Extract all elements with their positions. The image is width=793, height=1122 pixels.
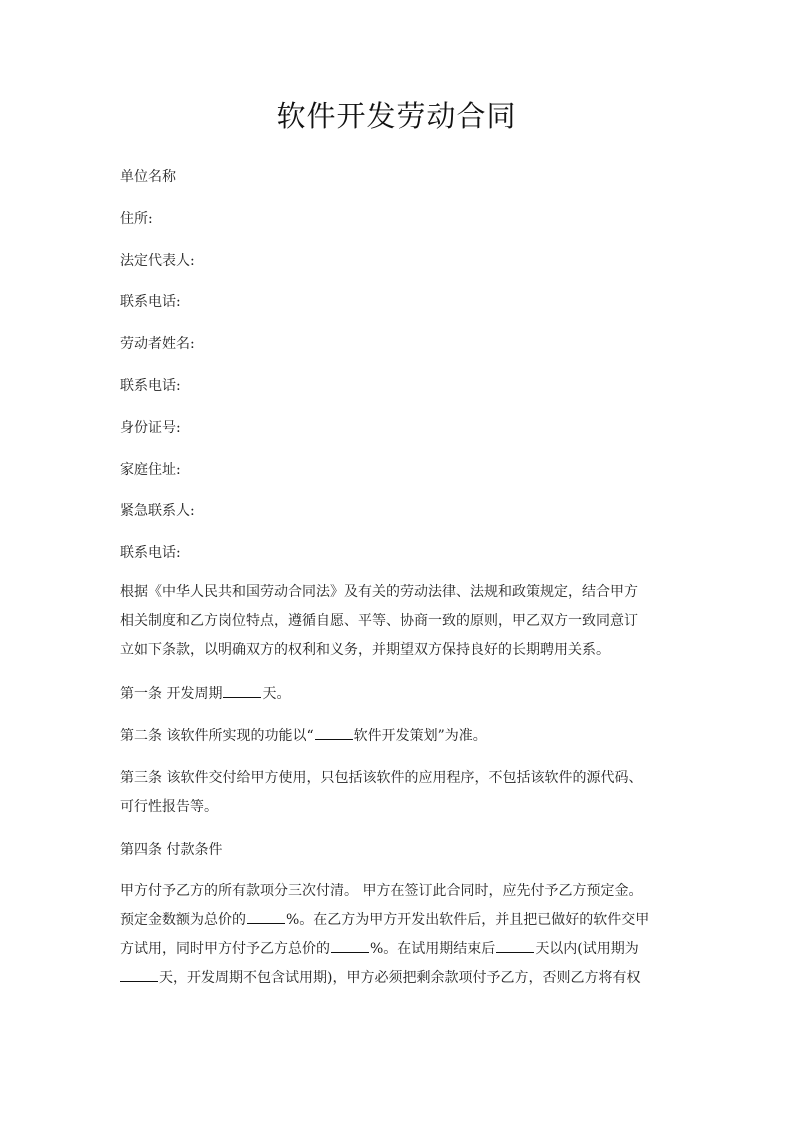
blank-deposit-percent[interactable] bbox=[247, 908, 285, 924]
field-address: 住所: bbox=[120, 211, 153, 227]
document-title: 软件开发劳动合同 bbox=[276, 99, 517, 133]
field-worker-phone: 联系电话: bbox=[120, 378, 181, 394]
article-4-body bbox=[120, 877, 682, 993]
field-emergency-phone: 联系电话: bbox=[120, 545, 181, 561]
blank-software-name[interactable] bbox=[315, 724, 353, 740]
article-1-suffix: 天。 bbox=[262, 686, 291, 702]
article-3-line: 第三条 该软件交付给甲方使用，只包括该软件的应用程序，不包括该软件的源代码、 bbox=[120, 770, 643, 786]
article-4-text: %。在乙方为甲方开发出软件后，并且把已做好的软件交甲 bbox=[286, 912, 650, 928]
field-id-number: 身份证号: bbox=[120, 420, 181, 436]
blank-trial-period-days[interactable] bbox=[120, 966, 158, 982]
field-company-name: 单位名称 bbox=[120, 169, 176, 185]
article-4-line: 甲方付予乙方的所有款项分三次付清。 甲方在签订此合同时，应先付予乙方预定金。 bbox=[120, 883, 643, 899]
blank-days-after-trial[interactable] bbox=[496, 937, 534, 953]
article-4-heading bbox=[120, 836, 682, 865]
article-1-text: 第一条 开发周期 bbox=[120, 686, 223, 702]
article-4-text: 天，开发周期不包含试用期)，甲方必须把剩余款项付予乙方，否则乙方将有权 bbox=[159, 970, 641, 986]
article-4-title: 第四条 付款条件 bbox=[120, 842, 223, 858]
preamble-line: 立如下条款，以明确双方的权利和义务，并期望双方保持良好的长期聘用关系。 bbox=[120, 642, 610, 658]
field-worker-name: 劳动者姓名: bbox=[120, 336, 195, 352]
preamble-line: 相关制度和乙方岗位特点，遵循自愿、平等、协商一致的原则，甲乙双方一致同意订 bbox=[120, 613, 638, 629]
preamble-paragraph bbox=[120, 578, 682, 665]
field-home-address: 家庭住址: bbox=[120, 462, 181, 478]
field-legal-representative: 法定代表人: bbox=[120, 253, 195, 269]
blank-development-days[interactable] bbox=[223, 682, 261, 698]
field-company-phone: 联系电话: bbox=[120, 294, 181, 310]
article-3 bbox=[120, 764, 682, 822]
article-4-text: 预定金数额为总价的 bbox=[120, 912, 246, 928]
article-2-text: 第二条 该软件所实现的功能以“ bbox=[120, 728, 314, 744]
article-2-suffix: 软件开发策划”为准。 bbox=[353, 728, 487, 744]
blank-trial-payment-percent[interactable] bbox=[331, 937, 369, 953]
article-1 bbox=[120, 680, 682, 709]
article-4-text: 天以内(试用期为 bbox=[535, 941, 639, 957]
article-4-text: 方试用，同时甲方付予乙方总价的 bbox=[120, 941, 330, 957]
preamble-line: 根据《中华人民共和国劳动合同法》及有关的劳动法律、法规和政策规定，结合甲方 bbox=[120, 584, 638, 600]
article-4-text: %。在试用期结束后 bbox=[370, 941, 496, 957]
article-2 bbox=[120, 722, 682, 751]
field-emergency-contact: 紧急联系人: bbox=[120, 503, 195, 519]
article-3-line: 可行性报告等。 bbox=[120, 799, 218, 815]
